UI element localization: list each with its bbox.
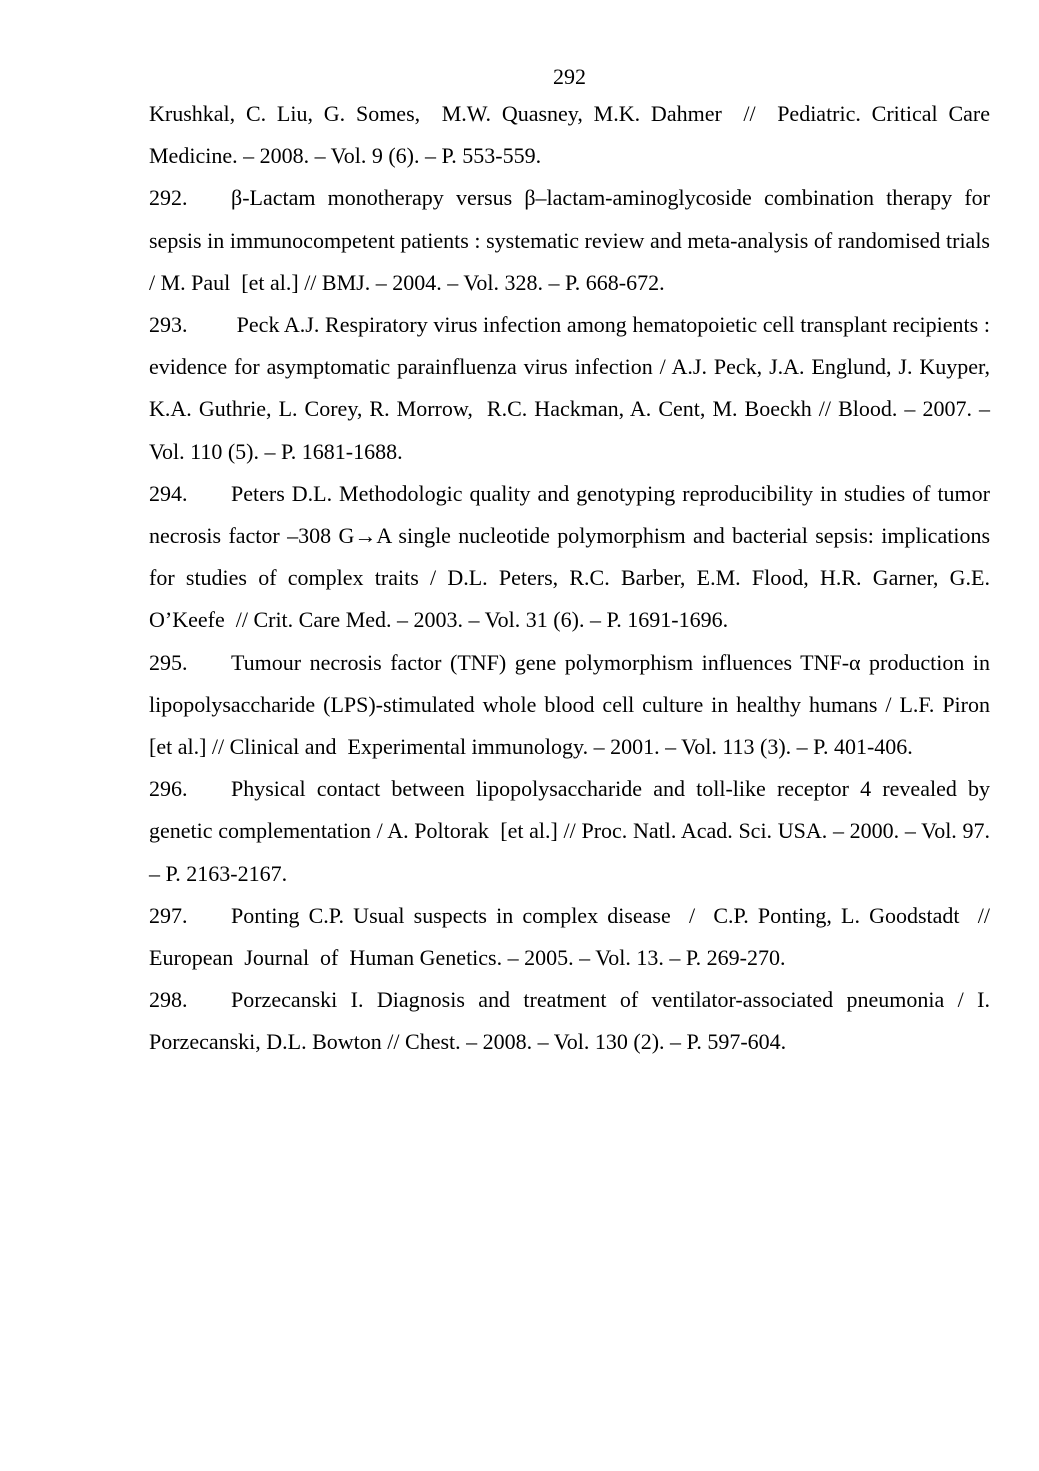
reference-entry-298	[149, 979, 996, 1063]
reference-entry-293	[149, 304, 1001, 473]
reference-entry-292	[149, 177, 996, 304]
reference-text: Krushkal, C. Liu, G. Somes, M.W. Quasney, M.K. Dahmer // Pediatric. Critical Care Medicine. – 2008. – Vol. 9 (6). – P. 553-559.	[149, 101, 996, 169]
reference-entry-295	[149, 642, 1001, 769]
reference-number: 298.	[149, 987, 188, 1013]
page-number: 292	[553, 64, 586, 89]
reference-number: 293.	[149, 312, 188, 338]
reference-text: Ponting C.P. Usual suspects in complex disease / C.P. Ponting, L. Goodstadt // European Journal of Human Genetics. – 2005. – Vol. 13. – P. 269-270.	[149, 902, 1001, 971]
reference-text: β-Lactam monotherapy versus β–lactam-aminoglycoside combination therapy for sepsis in immunocompetent patients : systematic review and meta-analysis of randomised trials / M. Paul [et al.] // BMJ. – 2004. – Vol. 328. – P. 668-672.	[149, 185, 996, 295]
reference-number: 297.	[149, 902, 188, 928]
reference-number: 296.	[149, 776, 188, 802]
reference-entry-297	[149, 895, 1001, 979]
reference-entry-294	[149, 473, 996, 642]
reference-entry-continued	[149, 93, 996, 177]
reference-number: 294.	[149, 480, 188, 506]
reference-number: 295.	[149, 649, 188, 675]
reference-number: 292.	[149, 185, 188, 211]
reference-text: Tumour necrosis factor (TNF) gene polymorphism influences TNF-α production in lipopolysaccharide (LPS)-stimulated whole blood cell culture in healthy humans / L.F. Piron [et al.] // Clinical and Experimental immunology. – 2001. – Vol. 113 (3). – P. 401-406.	[149, 649, 1001, 760]
reference-text: Porzecanski I. Diagnosis and treatment of ventilator-associated pneumonia / I. Porzecanski, D.L. Bowton // Chest. – 2008. – Vol. 130 (2). – P. 597-604.	[149, 987, 996, 1055]
reference-text: Peck A.J. Respiratory virus infection among hematopoietic cell transplant recipients : evidence for asymptomatic parainfluenza virus infection / A.J. Peck, J.A. Englund, J. Kuyper, K.A. Guthrie, L. Corey, R. Morrow, R.C. Hackman, A. Cent, M. Boeckh // Blood. – 2007. – Vol. 110 (5). – P. 1681-1688.	[149, 312, 1001, 464]
reference-list	[149, 93, 1001, 1064]
reference-text: Physical contact between lipopolysaccharide and toll-like receptor 4 revealed by genetic complementation / A. Poltorak [et al.] // Proc. Natl. Acad. Sci. USA. – 2000. – Vol. 97. – P. 2163-2167.	[149, 776, 996, 886]
reference-entry-296	[149, 768, 996, 895]
reference-text: Peters D.L. Methodologic quality and genotyping reproducibility in studies of tumor necrosis factor –308 G→A single nucleotide polymorphism and bacterial sepsis: implications for studies of complex traits / D.L. Peters, R.C. Barber, E.M. Flood, H.R. Garner, G.E. O’Keefe // Crit. Care Med. – 2003. – Vol. 31 (6). – P. 1691-1696.	[149, 480, 996, 633]
